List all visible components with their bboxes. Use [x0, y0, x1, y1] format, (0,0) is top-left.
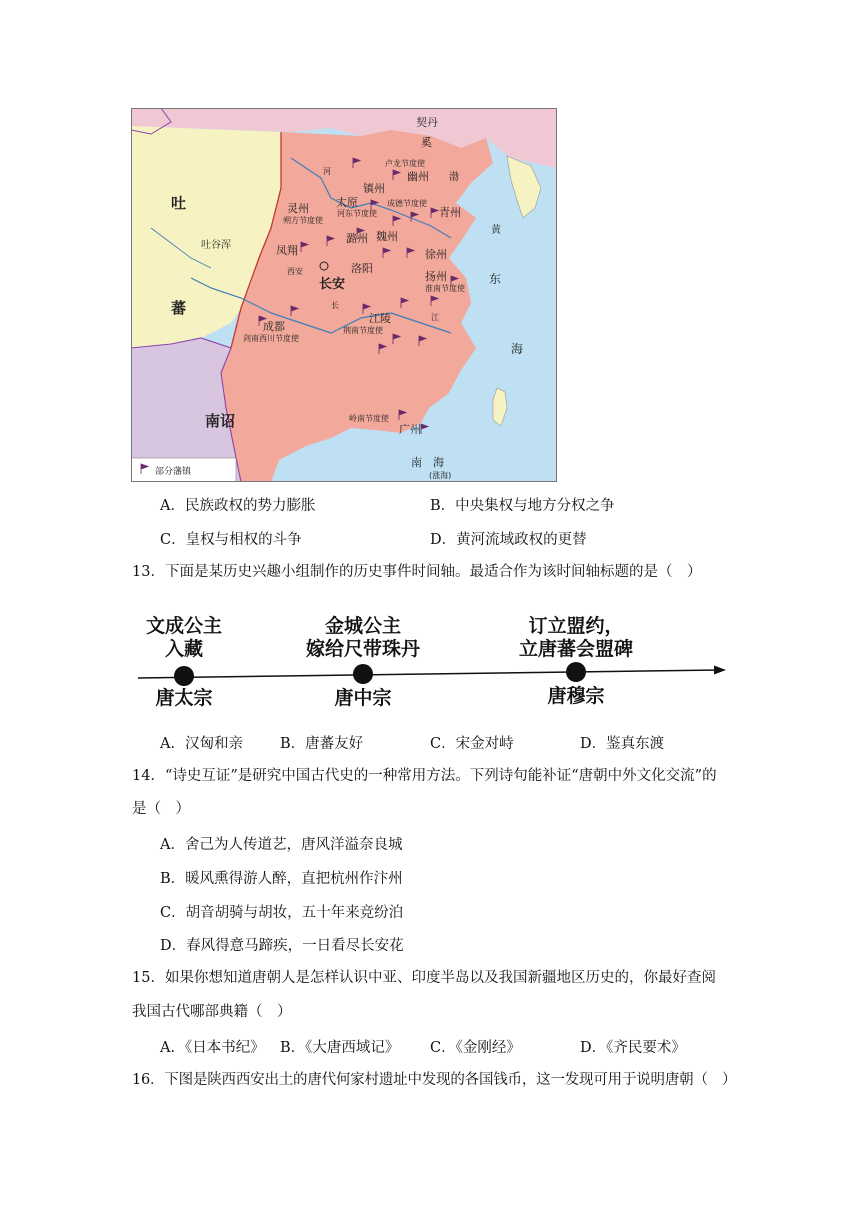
city-jiangling: 江陵: [369, 312, 391, 325]
q15-stem-line1: 15．如果你想知道唐朝人是怎样认识中亚、印度半岛以及我国新疆地区历史的，你最好查阅: [132, 970, 716, 986]
timeline-dot-3: [566, 662, 586, 682]
city-guangzhou: 广州: [399, 423, 421, 436]
jiedushi-lingnan: 岭南节度使: [349, 414, 389, 423]
region-huang: 黄: [491, 225, 501, 236]
city-taiyuan: 太原: [336, 196, 358, 209]
region-tuyuhun: 吐谷浑: [201, 240, 231, 251]
city-luoyang: 洛阳: [351, 262, 373, 275]
city-fengxiang: 凤翔: [276, 244, 298, 257]
jiedushi-jingnan: 荆南节度使: [343, 326, 383, 335]
jiedushi-hedong: 河东节度使: [337, 209, 377, 218]
q15-option-b[interactable]: B．《大唐西域记》: [280, 1040, 400, 1056]
q12-option-b[interactable]: B．中央集权与地方分权之争: [430, 498, 615, 514]
q13-option-a[interactable]: A．汉匈和亲: [160, 736, 243, 752]
timeline-event-3-line1: 订立盟约，: [528, 615, 624, 637]
city-changan: 长安: [319, 277, 346, 292]
region-tubo-2: 蕃: [171, 299, 187, 317]
q15-option-a[interactable]: A．《日本书纪》: [160, 1040, 265, 1056]
q14-stem-line1: 14．“诗史互证”是研究中国古代史的一种常用方法。下列诗句能补证“唐朝中外文化交流”的: [132, 768, 717, 784]
q14-option-a[interactable]: A．舍己为人传道艺，唐风洋溢奈良城: [160, 837, 403, 853]
region-bo: 渤: [449, 172, 459, 183]
q12-option-c[interactable]: C．皇权与相权的斗争: [160, 532, 302, 548]
city-luzhou: 潞州: [346, 232, 368, 245]
timeline-event-3-line2: 立唐蕃会盟碑: [518, 638, 633, 660]
timeline-event-2-line1: 金城公主: [324, 615, 401, 637]
q12-option-d[interactable]: D．黄河流域政权的更替: [430, 532, 587, 548]
q14-stem-line2: 是（ ）: [132, 801, 190, 817]
region-south-sea-sub: (涨海): [429, 471, 452, 480]
river-yellow-label: 河: [323, 167, 331, 176]
city-xian-small: 西安: [287, 267, 303, 276]
timeline-event-1-line2: 入藏: [164, 638, 203, 660]
jiedushi-jiannan: 剑南西川节度使: [243, 334, 299, 343]
river-jiang-label: 江: [431, 313, 439, 322]
q12-option-a[interactable]: A．民族政权的势力膨胀: [160, 498, 316, 514]
city-lingzhou: 灵州: [287, 202, 309, 215]
q13-timeline: [134, 606, 734, 716]
q14-option-c[interactable]: C．胡音胡骑与胡妆，五十年来竞纷泊: [160, 905, 404, 921]
city-chengdu: 成都: [263, 320, 285, 333]
region-east-sea: 东: [489, 272, 502, 286]
timeline-arrow-icon: [714, 666, 726, 675]
region-tubo-1: 吐: [171, 194, 187, 212]
region-south-sea: 南 海: [411, 456, 444, 469]
city-weizhou: 魏州: [376, 230, 398, 243]
region-sea: 海: [511, 342, 524, 356]
q14-option-b[interactable]: B．暖风熏得游人醉，直把杭州作汴州: [160, 871, 403, 887]
timeline-line: [138, 670, 719, 678]
region-xi: 奚: [421, 136, 432, 149]
jiedushi-shuofang: 朔方节度使: [283, 216, 323, 225]
timeline-dot-1: [174, 666, 194, 686]
map-legend-label: 部分藩镇: [155, 467, 192, 477]
city-youzhou: 幽州: [407, 170, 429, 183]
jiedushi-lulong: 卢龙节度使: [385, 159, 425, 168]
q13-option-d[interactable]: D．鉴真东渡: [580, 736, 665, 752]
timeline-emperor-1: 唐太宗: [155, 687, 213, 709]
q16-stem: 16．下图是陕西西安出土的唐代何家村遗址中发现的各国钱币，这一发现可用于说明唐朝（ ）: [132, 1072, 737, 1088]
jiedushi-huainan: 淮南节度使: [425, 284, 465, 293]
city-xuzhou: 徐州: [425, 248, 447, 261]
q13-stem: 13．下面是某历史兴趣小组制作的历史事件时间轴。最适合作为该时间轴标题的是（ ）: [132, 564, 702, 580]
q13-option-b[interactable]: B．唐蕃友好: [280, 736, 364, 752]
city-zhenzhou: 镇州: [363, 182, 385, 195]
river-chang-label: 长: [331, 301, 339, 310]
q15-stem-line2: 我国古代哪部典籍（ ）: [132, 1004, 292, 1020]
timeline-event-2-line2: 嫁给尺带珠丹: [305, 638, 420, 660]
q15-option-d[interactable]: D．《齐民要术》: [580, 1040, 686, 1056]
city-yangzhou: 扬州: [425, 270, 447, 283]
timeline-emperor-2: 唐中宗: [334, 687, 392, 709]
q13-option-c[interactable]: C．宋金对峙: [430, 736, 514, 752]
timeline-event-1-line1: 文成公主: [145, 615, 222, 637]
region-qidan: 契丹: [416, 116, 438, 129]
region-nanzhao: 南诏: [205, 412, 236, 430]
city-qingzhou: 青州: [439, 206, 461, 219]
q14-option-d[interactable]: D．春风得意马蹄疾，一日看尽长安花: [160, 938, 404, 954]
q15-option-c[interactable]: C．《金刚经》: [430, 1040, 521, 1056]
tang-jiedushi-map: [131, 108, 557, 482]
timeline-emperor-3: 唐穆宗: [547, 685, 605, 707]
timeline-dot-2: [353, 664, 373, 684]
jiedushi-chengde: 成德节度使: [387, 199, 427, 208]
